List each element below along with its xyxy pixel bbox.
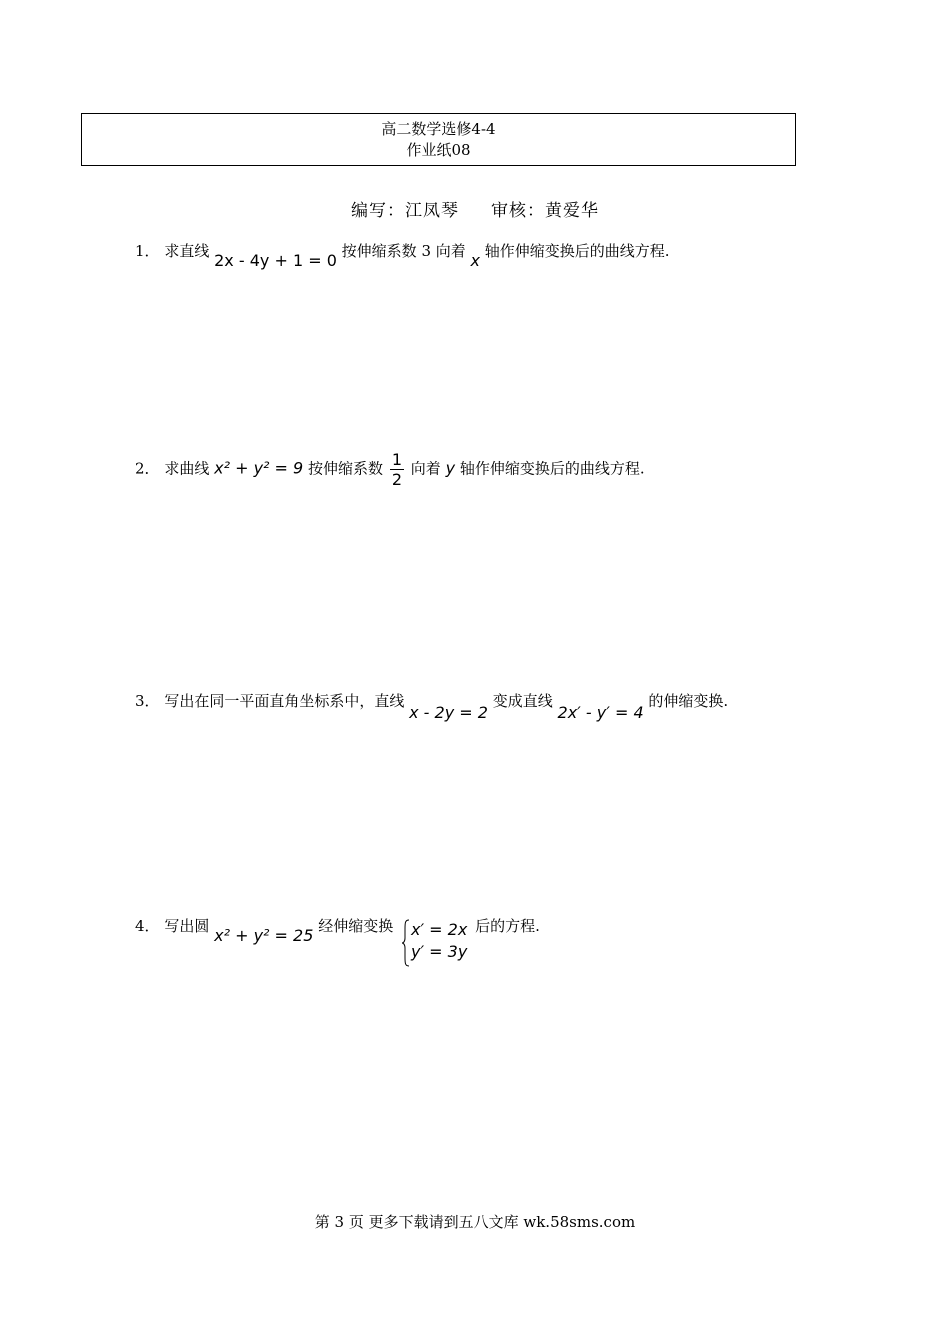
question-text: 求直线 <box>164 242 210 260</box>
question-text: 变成直线 <box>492 692 553 710</box>
question-4 <box>135 905 540 961</box>
reviewer-label: 审核： <box>491 201 546 221</box>
title-box <box>81 113 796 166</box>
fraction <box>390 450 404 489</box>
question-text: 经伸缩变换 <box>318 917 394 935</box>
system-line-2: y′ = 3y <box>410 942 468 961</box>
question-2 <box>135 450 645 489</box>
writer-label: 编写： <box>350 201 405 221</box>
question-1 <box>135 240 670 270</box>
question-number: 1． <box>135 242 160 260</box>
title-line-1: 高二数学选修4-4 <box>381 120 496 138</box>
axis-variable: x <box>470 251 481 270</box>
question-text: 按伸缩系数 3 向着 <box>341 242 466 260</box>
page-footer: 第 3 页 更多下载请到五八文库 wk.58sms.com <box>314 1213 636 1231</box>
question-text: 向着 <box>410 459 441 478</box>
equation: 2x - 4y + 1 = 0 <box>214 251 337 270</box>
question-text: 轴作伸缩变换后的曲线方程. <box>484 242 670 260</box>
question-text: 后的方程. <box>475 917 540 935</box>
system-line-1: x′ = 2x <box>410 920 468 939</box>
authors-line <box>0 196 950 221</box>
question-3 <box>135 690 729 722</box>
question-text: 按伸缩系数 <box>308 459 384 478</box>
question-text: 写出圆 <box>164 917 210 935</box>
left-brace-icon <box>401 919 410 967</box>
question-text: 求曲线 <box>164 459 210 478</box>
transformation-system <box>401 919 467 963</box>
equation: x² + y² = 25 <box>214 926 314 945</box>
fraction-numerator: 1 <box>391 450 402 469</box>
writer-name: 江凤琴 <box>404 201 459 221</box>
question-text: 轴作伸缩变换后的曲线方程. <box>459 459 645 478</box>
equation: x² + y² = 9 <box>214 458 304 478</box>
question-text: 写出在同一平面直角坐标系中，直线 <box>164 692 405 710</box>
equation-2: 2x′ - y′ = 4 <box>557 703 644 722</box>
question-number: 2． <box>135 459 160 478</box>
reviewer-name: 黄爱华 <box>545 201 600 221</box>
axis-variable: y <box>445 458 456 478</box>
fraction-denominator: 2 <box>391 470 402 489</box>
title-line-2: 作业纸08 <box>406 141 471 159</box>
question-number: 4． <box>135 917 160 935</box>
question-text: 的伸缩变换. <box>648 692 729 710</box>
question-number: 3． <box>135 692 160 710</box>
equation-1: x - 2y = 2 <box>409 703 488 722</box>
